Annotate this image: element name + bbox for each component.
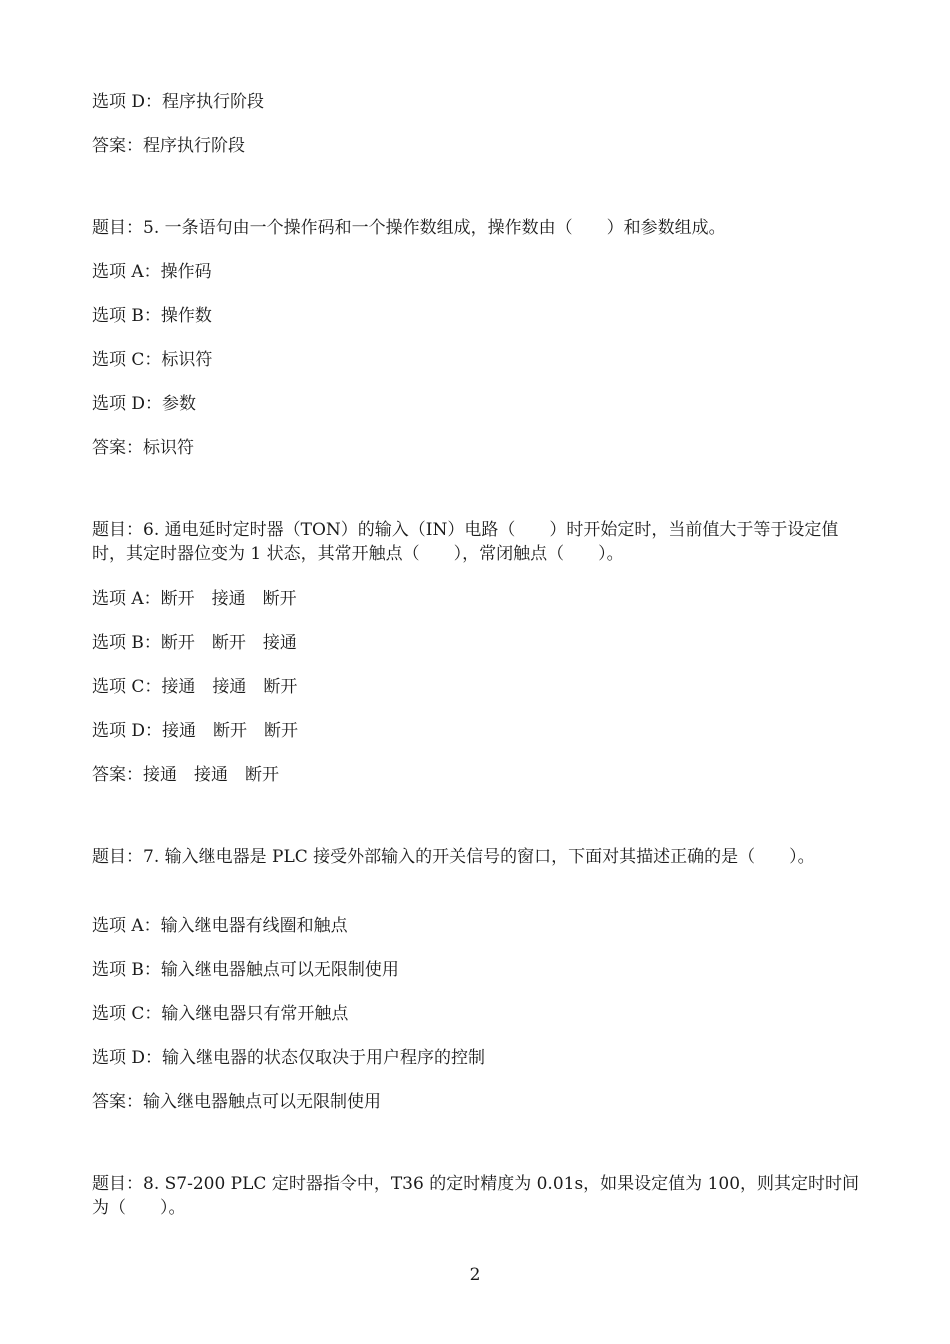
answer: 答案：接通 接通 断开 xyxy=(92,765,279,785)
answer: 答案：程序执行阶段 xyxy=(92,136,245,156)
option-b: 选项 B：输入继电器触点可以无限制使用 xyxy=(92,960,399,980)
question-stem: 题目：7. 输入继电器是 PLC 接受外部输入的开关信号的窗口，下面对其描述正确的是（ ）。 xyxy=(92,847,815,867)
option-d: 选项 D：接通 断开 断开 xyxy=(92,721,299,741)
option-c: 选项 C：输入继电器只有常开触点 xyxy=(92,1004,349,1024)
option-d: 选项 D：参数 xyxy=(92,394,197,414)
question-stem: 题目：6. 通电延时定时器（TON）的输入（IN）电路（ ）时开始定时，当前值大于等于设定值时，其定时器位变为 1 状态，其常开触点（ ），常闭触点（ ）。 xyxy=(92,520,839,564)
option-a: 选项 A：断开 接通 断开 xyxy=(92,589,297,609)
page-number: 2 xyxy=(469,1265,481,1285)
answer: 答案：输入继电器触点可以无限制使用 xyxy=(92,1092,381,1112)
option-b: 选项 B：操作数 xyxy=(92,306,212,326)
option-c: 选项 C：接通 接通 断开 xyxy=(92,677,298,697)
option-d: 选项 D：程序执行阶段 xyxy=(92,92,265,112)
answer: 答案：标识符 xyxy=(92,438,194,458)
option-d: 选项 D：输入继电器的状态仅取决于用户程序的控制 xyxy=(92,1048,486,1068)
question-stem: 题目：5. 一条语句由一个操作码和一个操作数组成，操作数由（ ）和参数组成。 xyxy=(92,218,726,238)
option-b: 选项 B：断开 断开 接通 xyxy=(92,633,297,653)
option-c: 选项 C：标识符 xyxy=(92,350,213,370)
option-a: 选项 A：输入继电器有线圈和触点 xyxy=(92,916,348,936)
option-a: 选项 A：操作码 xyxy=(92,262,212,282)
question-stem: 题目：8. S7-200 PLC 定时器指令中，T36 的定时精度为 0.01s，如果设定值为 100，则其定时时间为（ ）。 xyxy=(92,1174,860,1218)
